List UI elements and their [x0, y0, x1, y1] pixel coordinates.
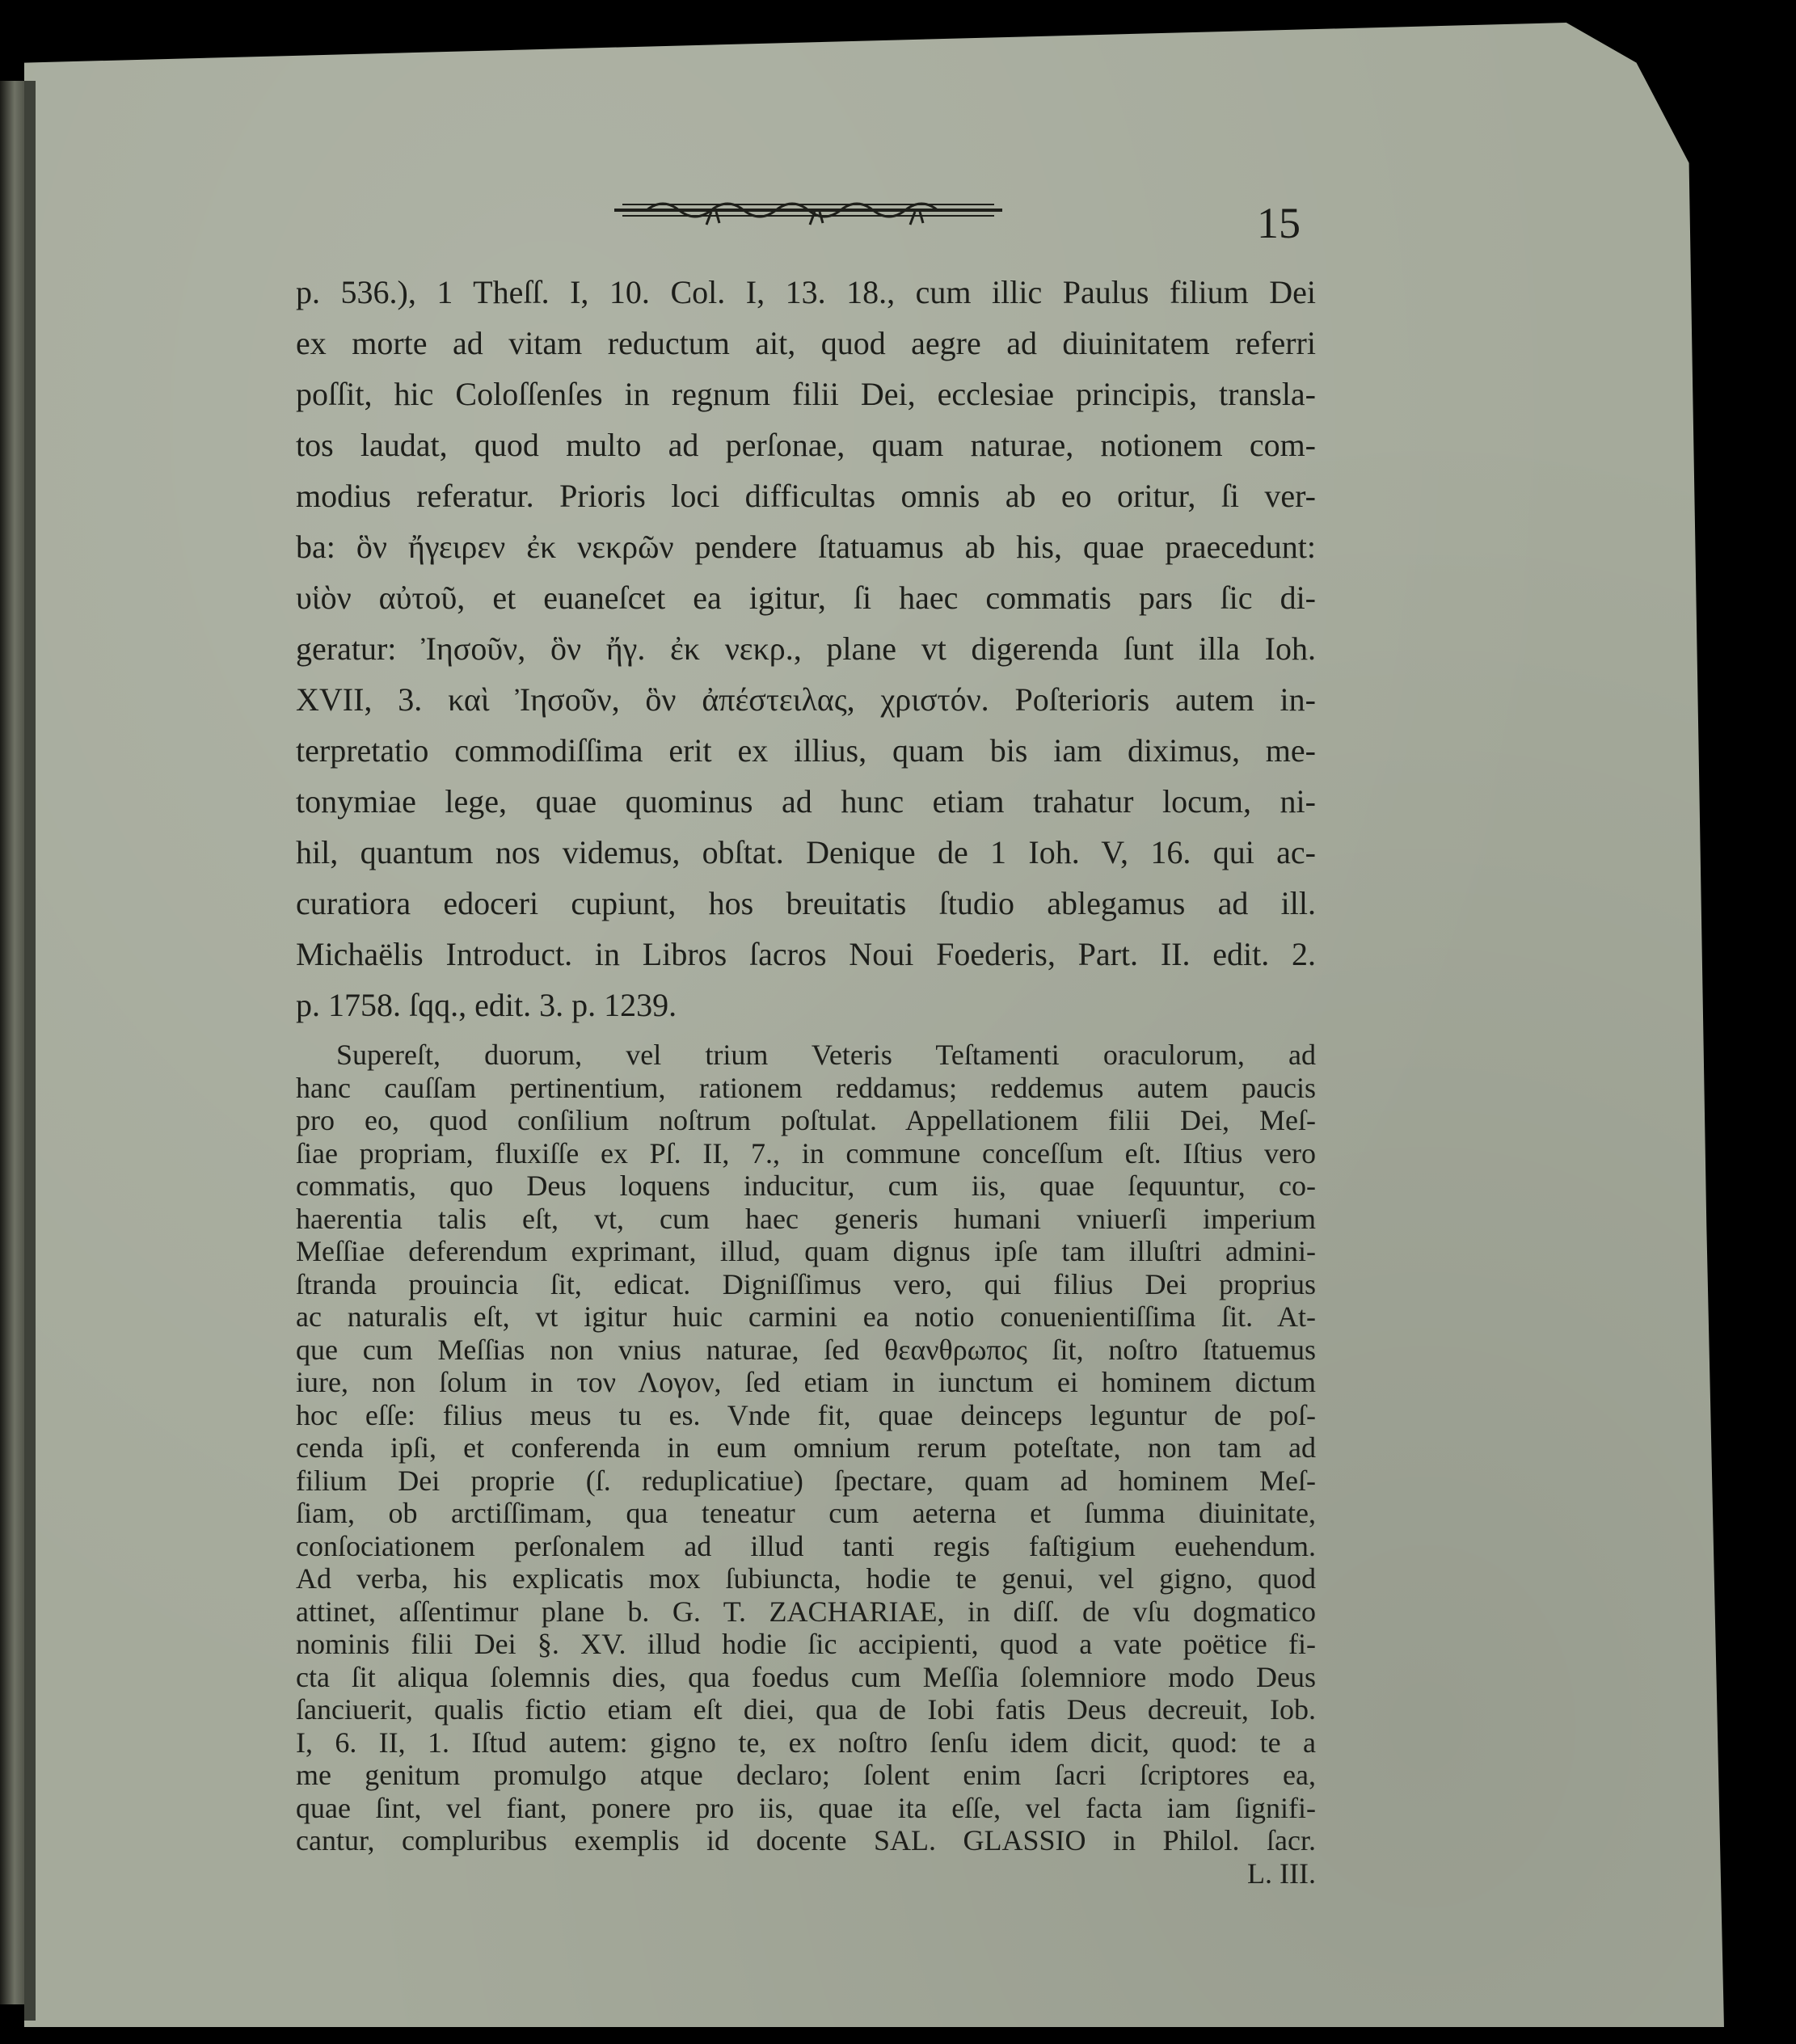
text-line: iure, non ſolum in τον Λογον, ſed etiam in iunctum ei hominem dictum	[296, 1366, 1316, 1398]
page-number: 15	[1257, 199, 1301, 247]
text-line: ſiae propriam, fluxiſſe ex Pſ. II, 7., in commune conceſſum eſt. Iſtius vero	[296, 1136, 1316, 1170]
text-line: filium Dei proprie (ſ. reduplicatiue) ſpectare, quam ad hominem Meſ-	[296, 1464, 1316, 1497]
text-line: p. 536.), 1 Theſſ. I, 10. Col. I, 13. 18., cum illic Paulus filium Dei	[296, 274, 1316, 310]
text-line: Michaëlis Introduct. in Libros ſacros Noui Foederis, Part. II. edit. 2.	[296, 936, 1316, 972]
text-line: ba: ὃν ἤγειρεν ἐκ νεκρῶν pendere ſtatuamus ab his, quae praecedunt:	[296, 529, 1316, 565]
text-line: XVII, 3. καὶ Ἰησοῦν, ὃν ἀπέστειλας, χριστόν. Poſterioris autem in-	[296, 681, 1316, 718]
text-line: tos laudat, quod multo ad perſonae, quam naturae, notionem com-	[296, 427, 1316, 463]
text-line: nominis filii Dei §. XV. illud hodie ſic accipienti, quod a vate poëtice fi-	[296, 1628, 1316, 1660]
text-line: ac naturalis eſt, vt igitur huic carmini ea notio conuenientiſſima ſit. At-	[296, 1300, 1316, 1333]
text-line: tonymiae lege, quae quominus ad hunc etiam trahatur locum, ni-	[296, 783, 1316, 820]
text-line: cta ſit aliqua ſolemnis dies, qua foedus cum Meſſia ſolemniore modo Deus	[296, 1660, 1316, 1693]
text-line: terpretatio commodiſſima erit ex illius, quam bis iam diximus, me-	[296, 732, 1316, 769]
decorative-headpiece-ornament	[614, 192, 1002, 230]
text-line: hil, quantum nos videmus, obſtat. Denique de 1 Ioh. V, 16. qui ac-	[296, 834, 1316, 870]
catchword: L. III.	[1247, 1856, 1316, 1890]
text-line: geratur: Ἰησοῦν, ὃν ἤγ. ἐκ νεκρ., plane vt digerenda ſunt illa Ioh.	[296, 630, 1316, 667]
text-line: Ad verba, his explicatis mox ſubiuncta, hodie te genui, vel gigno, quod	[296, 1562, 1316, 1595]
text-line: quae ſint, vel fiant, ponere pro iis, quae ita eſſe, vel facta iam ſignifi-	[296, 1791, 1316, 1824]
text-line: haerentia talis eſt, vt, cum haec generis humani vniuerſi imperium	[296, 1202, 1316, 1235]
text-line: ſtranda prouincia ſit, edicat. Digniſſimus vero, qui filius Dei proprius	[296, 1267, 1316, 1300]
text-line: me genitum promulgo atque declaro; ſolent enim ſacri ſcriptores ea,	[296, 1759, 1316, 1791]
text-line: ſanciuerit, qualis fictio etiam eſt diei, qua de Iobi fatis Deus decreuit, Iob.	[296, 1693, 1316, 1726]
text-line: cenda ipſi, et conferenda in eum omnium rerum poteſtate, non tam ad	[296, 1431, 1316, 1464]
text-line: poſſit, hic Coloſſenſes in regnum filii Dei, ecclesiae principis, transla-	[296, 376, 1316, 412]
text-line: pro eo, quod conſilium noſtrum poſtulat. Appellationem filii Dei, Meſ-	[296, 1104, 1316, 1136]
text-line: ex morte ad vitam reductum ait, quod aegre ad diuinitatem referri	[296, 325, 1316, 361]
text-line: υἱὸν αὐτοῦ, et euaneſcet ea igitur, ſi haec commatis pars ſic di-	[296, 579, 1316, 616]
text-line: attinet, aſſentimur plane b. G. T. ZACHARIAE, in diſſ. de vſu dogmatico	[296, 1595, 1316, 1628]
text-line: curatiora edoceri cupiunt, hos breuitatis ſtudio ablegamus ad ill.	[296, 885, 1316, 921]
text-line: Meſſiae deferendum exprimant, illud, quam dignus ipſe tam illuſtri admini-	[296, 1235, 1316, 1267]
text-line: commatis, quo Deus loquens inducitur, cum iis, quae ſequuntur, co-	[296, 1170, 1316, 1202]
text-line: cantur, compluribus exemplis id docente SAL. GLASSIO in Philol. ſacr.	[296, 1824, 1316, 1856]
body-text	[296, 267, 1316, 1890]
text-line: I, 6. II, 1. Iſtud autem: gigno te, ex noſtro ſenſu idem dicit, quod: te a	[296, 1726, 1316, 1759]
text-line: ſiam, ob arctiſſimam, qua teneatur cum aeterna et ſumma diuinitate,	[296, 1497, 1316, 1529]
text-line: hanc cauſſam pertinentium, rationem reddamus; reddemus autem paucis	[296, 1071, 1316, 1104]
text-line: hoc eſſe: filius meus tu es. Vnde fit, quae deinceps leguntur de poſ-	[296, 1398, 1316, 1431]
text-line: conſociationem perſonalem ad illud tanti regis faſtigium euehendum.	[296, 1529, 1316, 1562]
page-gutter-edge	[24, 81, 36, 2021]
text-line: p. 1758. ſqq., edit. 3. p. 1239.	[296, 987, 677, 1023]
text-line: Supereſt, duorum, vel trium Veteris Teſtamenti oraculorum, ad	[336, 1039, 1316, 1071]
text-line: que cum Meſſias non vnius naturae, ſed θεανθρωπος ſit, noſtro ſtatuemus	[296, 1333, 1316, 1366]
text-line: modius referatur. Prioris loci difficultas omnis ab eo oritur, ſi ver-	[296, 478, 1316, 514]
